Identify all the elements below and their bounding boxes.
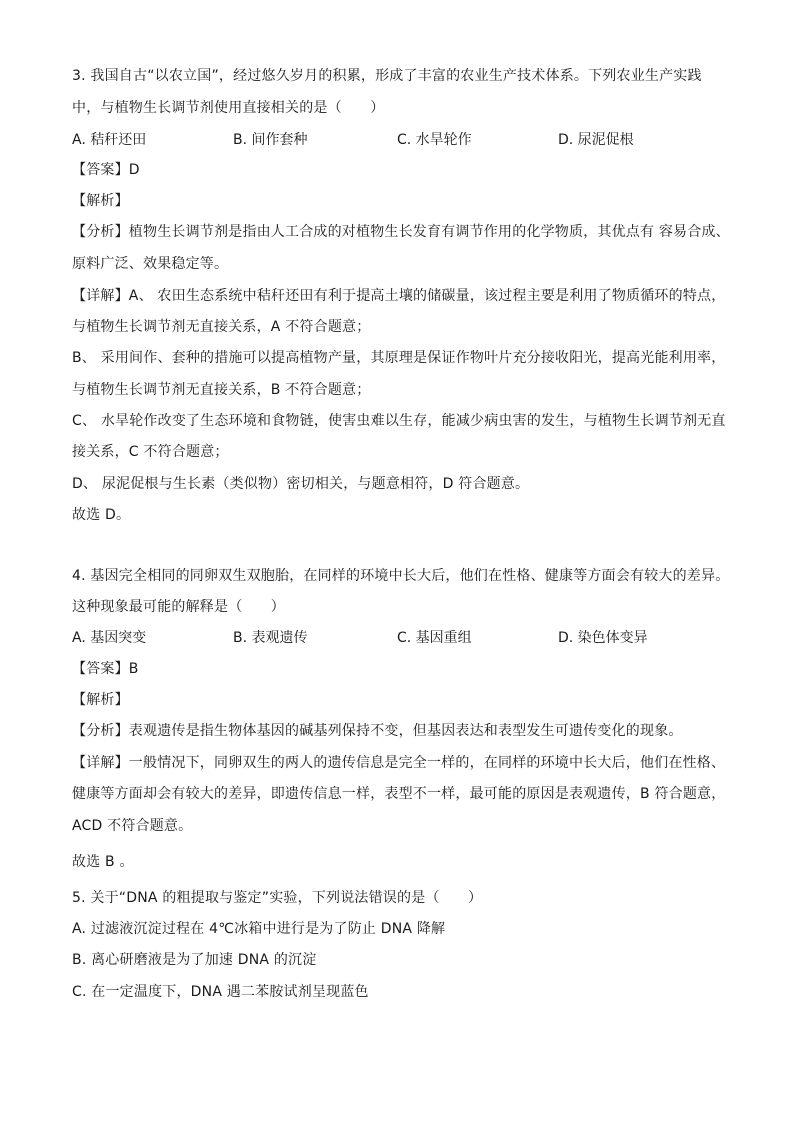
q4-fenxi-line-1: 【分析】表观遗传是指生物体基因的碱基列保持不变，但基因表达和表型发生可遗传变化的现象。 [72, 723, 683, 739]
q3-conclusion: 故选 D。 [72, 507, 131, 523]
q4-option-a: A. 基因突变 [72, 630, 147, 646]
q3-fenxi-line-1: 【分析】植物生长调节剂是指由人工合成的对植物生长发育有调节作用的化学物质，其优点有 容易合成、 [72, 224, 730, 240]
q3-option-a: A. 秸秆还田 [72, 132, 147, 148]
q4-detail-line-3: ACD 不符合题意。 [72, 818, 193, 834]
q4-answer: 【答案】B [72, 661, 139, 677]
q3-stem-line-2: 中，与植物生长调节剂使用直接相关的是（ ） [72, 100, 385, 116]
q3-detail-line-7: D、 尿泥促根与生长素（类似物）密切相关，与题意相符，D 符合题意。 [72, 476, 530, 492]
q3-detail-line-5: C、 水旱轮作改变了生态环境和食物链，使害虫难以生存，能减少病虫害的发生，与植物生长调节剂无直 [72, 413, 726, 429]
q3-fenxi-line-2: 原料广泛、效果稳定等。 [72, 256, 229, 272]
q4-analysis-heading: 【解析】 [72, 692, 129, 708]
q4-option-d: D. 染色体变异 [558, 630, 648, 646]
q4-option-b: B. 表观遗传 [233, 630, 308, 646]
q4-conclusion: 故选 B 。 [72, 854, 134, 870]
q4-stem-line-2: 这种现象最可能的解释是（ ） [72, 599, 285, 615]
q3-detail-line-6: 接关系，C 不符合题意； [72, 444, 229, 460]
q5-option-b: B. 离心研磨液是为了加速 DNA 的沉淀 [72, 952, 317, 968]
q3-detail-line-2: 与植物生长调节剂无直接关系，A 不符合题意； [72, 319, 371, 335]
q3-detail-line-4: 与植物生长调节剂无直接关系，B 不符合题意； [72, 382, 371, 398]
q5-stem-line-1: 5. 关于“DNA 的粗提取与鉴定”实验，下列说法错误的是（ ） [72, 890, 483, 906]
q3-option-c: C. 水旱轮作 [397, 132, 472, 148]
q4-stem-line-1: 4. 基因完全相同的同卵双生双胞胎，在同样的环境中长大后，他们在性格、健康等方面会有较大的差异。 [72, 568, 730, 584]
q4-detail-line-2: 健康等方面却会有较大的差异，即遗传信息一样，表型不一样，最可能的原因是表观遗传，B 符合题意， [72, 786, 726, 802]
q3-detail-line-3: B、 采用间作、套种的措施可以提高植物产量，其原理是保证作物叶片充分接收阳光，提高光能利用率， [72, 350, 726, 366]
q4-detail-line-1: 【详解】一般情况下，同卵双生的两人的遗传信息是完全一样的，在同样的环境中长大后，他们在性格、 [72, 755, 726, 771]
q3-detail-line-1: 【详解】A、 农田生态系统中秸秆还田有利于提高土壤的储碳量，该过程主要是利用了物质循环的特点， [72, 288, 726, 304]
q3-stem-line-1: 3. 我国自古“以农立国”，经过悠久岁月的积累，形成了丰富的农业生产技术体系。下列农业生产实践 [72, 68, 702, 84]
q4-option-c: C. 基因重组 [397, 630, 472, 646]
q3-option-d: D. 尿泥促根 [558, 132, 634, 148]
q5-option-c: C. 在一定温度下，DNA 遇二苯胺试剂呈现蓝色 [72, 984, 369, 1000]
q3-analysis-heading: 【解析】 [72, 193, 129, 209]
q5-option-a: A. 过滤液沉淀过程在 4℃冰箱中进行是为了防止 DNA 降解 [72, 921, 446, 937]
q3-answer: 【答案】D [72, 162, 140, 178]
q3-option-b: B. 间作套种 [233, 132, 308, 148]
